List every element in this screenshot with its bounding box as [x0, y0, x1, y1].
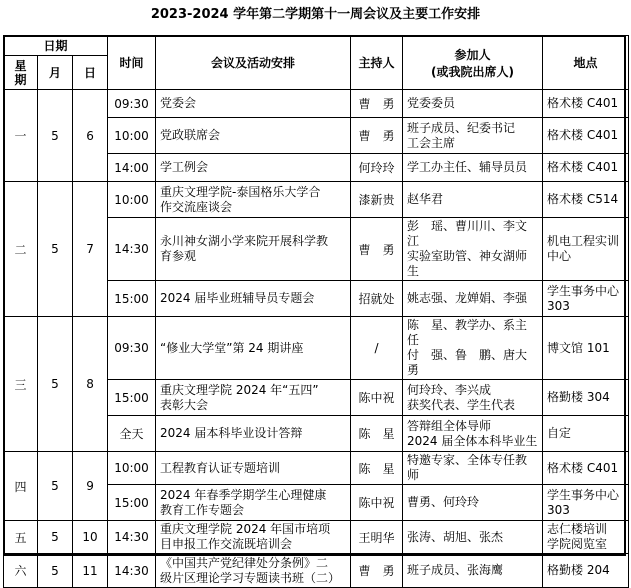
weekday-cell: 三	[4, 317, 38, 452]
host-cell: 招就处	[351, 281, 403, 317]
host-cell: 王明华	[351, 521, 403, 554]
header-time: 时间	[108, 36, 156, 90]
header-day: 日	[73, 56, 108, 90]
time-cell: 15:00	[108, 380, 156, 416]
day-cell: 7	[73, 182, 108, 317]
attendees-cell: 党委委员	[403, 90, 543, 118]
event-cell: 永川神女湖小学来院开展科学教 育参观	[156, 218, 351, 281]
location-cell: 博文馆 101	[543, 317, 629, 380]
time-cell: 14:30	[108, 554, 156, 588]
host-cell: 曹 勇	[351, 554, 403, 588]
month-cell: 5	[38, 452, 73, 521]
weekday-cell: 二	[4, 182, 38, 317]
header-location: 地点	[543, 36, 629, 90]
day-cell: 11	[73, 554, 108, 588]
weekday-cell: 五	[4, 521, 38, 554]
host-cell: 陈 星	[351, 416, 403, 452]
location-cell: 格术楼 C401	[543, 154, 629, 182]
event-cell: 2024 届本科毕业设计答辩	[156, 416, 351, 452]
month-cell: 5	[38, 521, 73, 554]
time-cell: 10:00	[108, 182, 156, 218]
event-cell: 2024 届毕业班辅导员专题会	[156, 281, 351, 317]
month-cell: 5	[38, 317, 73, 452]
time-cell: 15:00	[108, 281, 156, 317]
event-cell: 学工例会	[156, 154, 351, 182]
time-cell: 15:00	[108, 485, 156, 521]
event-cell: 党委会	[156, 90, 351, 118]
weekday-cell: 四	[4, 452, 38, 521]
schedule-body	[4, 90, 629, 588]
header-weekday: 星期	[4, 56, 38, 90]
host-cell: 陈 星	[351, 452, 403, 485]
page-title: 2023-2024 学年第二学期第十一周会议及主要工作安排	[150, 7, 481, 22]
time-cell: 全天	[108, 416, 156, 452]
header-event: 会议及活动安排	[156, 36, 351, 90]
location-cell: 志仁楼培训 学院阅览室	[543, 521, 629, 554]
header-host: 主持人	[351, 36, 403, 90]
event-cell: “修业大学堂”第 24 期讲座	[156, 317, 351, 380]
host-cell: 曹 勇	[351, 118, 403, 154]
event-cell: 重庆文理学院 2024 年国市培项 目申报工作交流既培训会	[156, 521, 351, 554]
host-cell: /	[351, 317, 403, 380]
location-cell: 格术楼 C401	[543, 118, 629, 154]
time-cell: 10:00	[108, 452, 156, 485]
table-row	[4, 452, 629, 485]
location-cell: 格术楼 C514	[543, 182, 629, 218]
month-cell: 5	[38, 554, 73, 588]
event-cell: 党政联席会	[156, 118, 351, 154]
event-cell: 重庆文理学院 2024 年“五四” 表彰大会	[156, 380, 351, 416]
attendees-cell: 姚志强、龙婵娟、李强	[403, 281, 543, 317]
host-cell: 曹 勇	[351, 90, 403, 118]
header-attendees-line2: (或我院出席人)	[431, 64, 514, 79]
attendees-cell: 赵华君	[403, 182, 543, 218]
month-cell: 5	[38, 182, 73, 317]
event-cell: 工程教育认证专题培训	[156, 452, 351, 485]
attendees-cell: 答辩组全体导师 2024 届全体本科毕业生	[403, 416, 543, 452]
location-cell: 格术楼 C401	[543, 452, 629, 485]
header-date: 日期	[4, 36, 108, 56]
attendees-cell: 彭 瑶、曹川川、李文江 实验室助管、神女湖师生	[403, 218, 543, 281]
weekday-cell: 一	[4, 90, 38, 182]
table-row	[4, 182, 629, 218]
host-cell: 曹 勇	[351, 218, 403, 281]
event-cell: 2024 年春季学期学生心理健康 教育工作专题会	[156, 485, 351, 521]
time-cell: 14:00	[108, 154, 156, 182]
header-attendees-line1: 参加人	[454, 47, 491, 62]
location-cell: 自定	[543, 416, 629, 452]
attendees-cell: 班子成员、纪委书记 工会主席	[403, 118, 543, 154]
attendees-cell: 特邀专家、全体专任教师	[403, 452, 543, 485]
schedule-table	[3, 35, 629, 588]
time-cell: 10:00	[108, 118, 156, 154]
day-cell: 6	[73, 90, 108, 182]
table-row	[4, 317, 629, 380]
time-cell: 09:30	[108, 90, 156, 118]
table-row	[4, 554, 629, 588]
event-cell: 《中国共产党纪律处分条例》二 级片区理论学习专题读书班（二）	[156, 554, 351, 588]
attendees-cell: 陈 星、教学办、系主任 付 强、鲁 鹏、唐大勇	[403, 317, 543, 380]
time-cell: 09:30	[108, 317, 156, 380]
weekday-cell: 六	[4, 554, 38, 588]
header-month: 月	[38, 56, 73, 90]
month-cell: 5	[38, 90, 73, 182]
attendees-cell: 何玲玲、李兴成 获奖代表、学生代表	[403, 380, 543, 416]
time-cell: 14:30	[108, 521, 156, 554]
host-cell: 陈中祝	[351, 485, 403, 521]
day-cell: 9	[73, 452, 108, 521]
day-cell: 10	[73, 521, 108, 554]
host-cell: 何玲玲	[351, 154, 403, 182]
table-row	[4, 90, 629, 118]
location-cell: 学生事务中心 303	[543, 485, 629, 521]
attendees-cell: 班子成员、张海鹰	[403, 554, 543, 588]
location-cell: 格勤楼 304	[543, 380, 629, 416]
location-cell: 机电工程实训 中心	[543, 218, 629, 281]
time-cell: 14:30	[108, 218, 156, 281]
attendees-cell: 曹勇、何玲玲	[403, 485, 543, 521]
host-cell: 陈中祝	[351, 380, 403, 416]
location-cell: 学生事务中心 303	[543, 281, 629, 317]
day-cell: 8	[73, 317, 108, 452]
header-attendees	[403, 36, 543, 90]
attendees-cell: 学工办主任、辅导员员	[403, 154, 543, 182]
location-cell: 格勤楼 204	[543, 554, 629, 588]
host-cell: 漆新贵	[351, 182, 403, 218]
location-cell: 格术楼 C401	[543, 90, 629, 118]
event-cell: 重庆文理学院-泰国格乐大学合 作交流座谈会	[156, 182, 351, 218]
attendees-cell: 张涛、胡旭、张杰	[403, 521, 543, 554]
table-row	[4, 521, 629, 554]
